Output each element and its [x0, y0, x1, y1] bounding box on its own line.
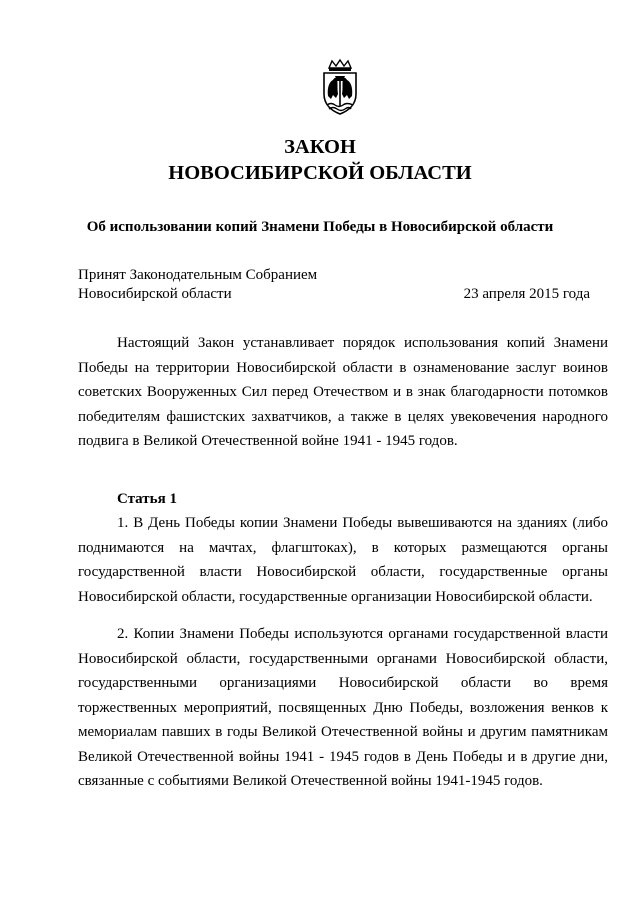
- law-subject: Об использовании копий Знамени Победы в Новосибирской области: [86, 219, 554, 235]
- preamble-paragraph: Настоящий Закон устанавливает порядок использования копий Знамени Победы на территории Новосибирской области в ознаменование заслуг воинов советских Вооруженных Сил перед Отечеством и в знак благодарности потомков победителям фашистских захватчиков, а также в целях увековечения народного подвига в Великой Отечественной войне 1941 - 1945 годов.: [78, 335, 608, 449]
- adoption-date: 23 апреля 2015 года: [463, 286, 590, 302]
- coat-of-arms-icon: [316, 58, 364, 116]
- adoption-block: [78, 266, 590, 304]
- adopted-by-line1: Принят Законодательным Собранием: [78, 267, 318, 283]
- article-paragraph-2: 2. Копии Знамени Победы используются органами государственной власти Новосибирской области, государственными органами Новосибирской области, государственными организациями Новосибирской области во время торжественных мероприятий, посвященных Дню Победы, возложения венков к мемориалам павших в годы Великой Отечественной войны и другим памятникам Великой Отечественной войны 1941 - 1945 годов в День Победы и в другие дни, связанные с событиями Великой Отечественной войны 1941-1945 годов.: [78, 626, 608, 789]
- law-region-title: НОВОСИБИРСКОЙ ОБЛАСТИ: [168, 162, 472, 184]
- law-title: ЗАКОН: [284, 136, 356, 158]
- adopted-by-line2: Новосибирской области: [78, 286, 232, 302]
- article-paragraph-1: 1. В День Победы копии Знамени Победы вывешиваются на зданиях (либо поднимаются на мачтах, флагштоках), в которых размещаются органы государственной власти Новосибирской области, государственные органы Новосибирской области, государственные организации Новосибирской области.: [78, 515, 608, 605]
- article-heading: Статья 1: [117, 491, 177, 507]
